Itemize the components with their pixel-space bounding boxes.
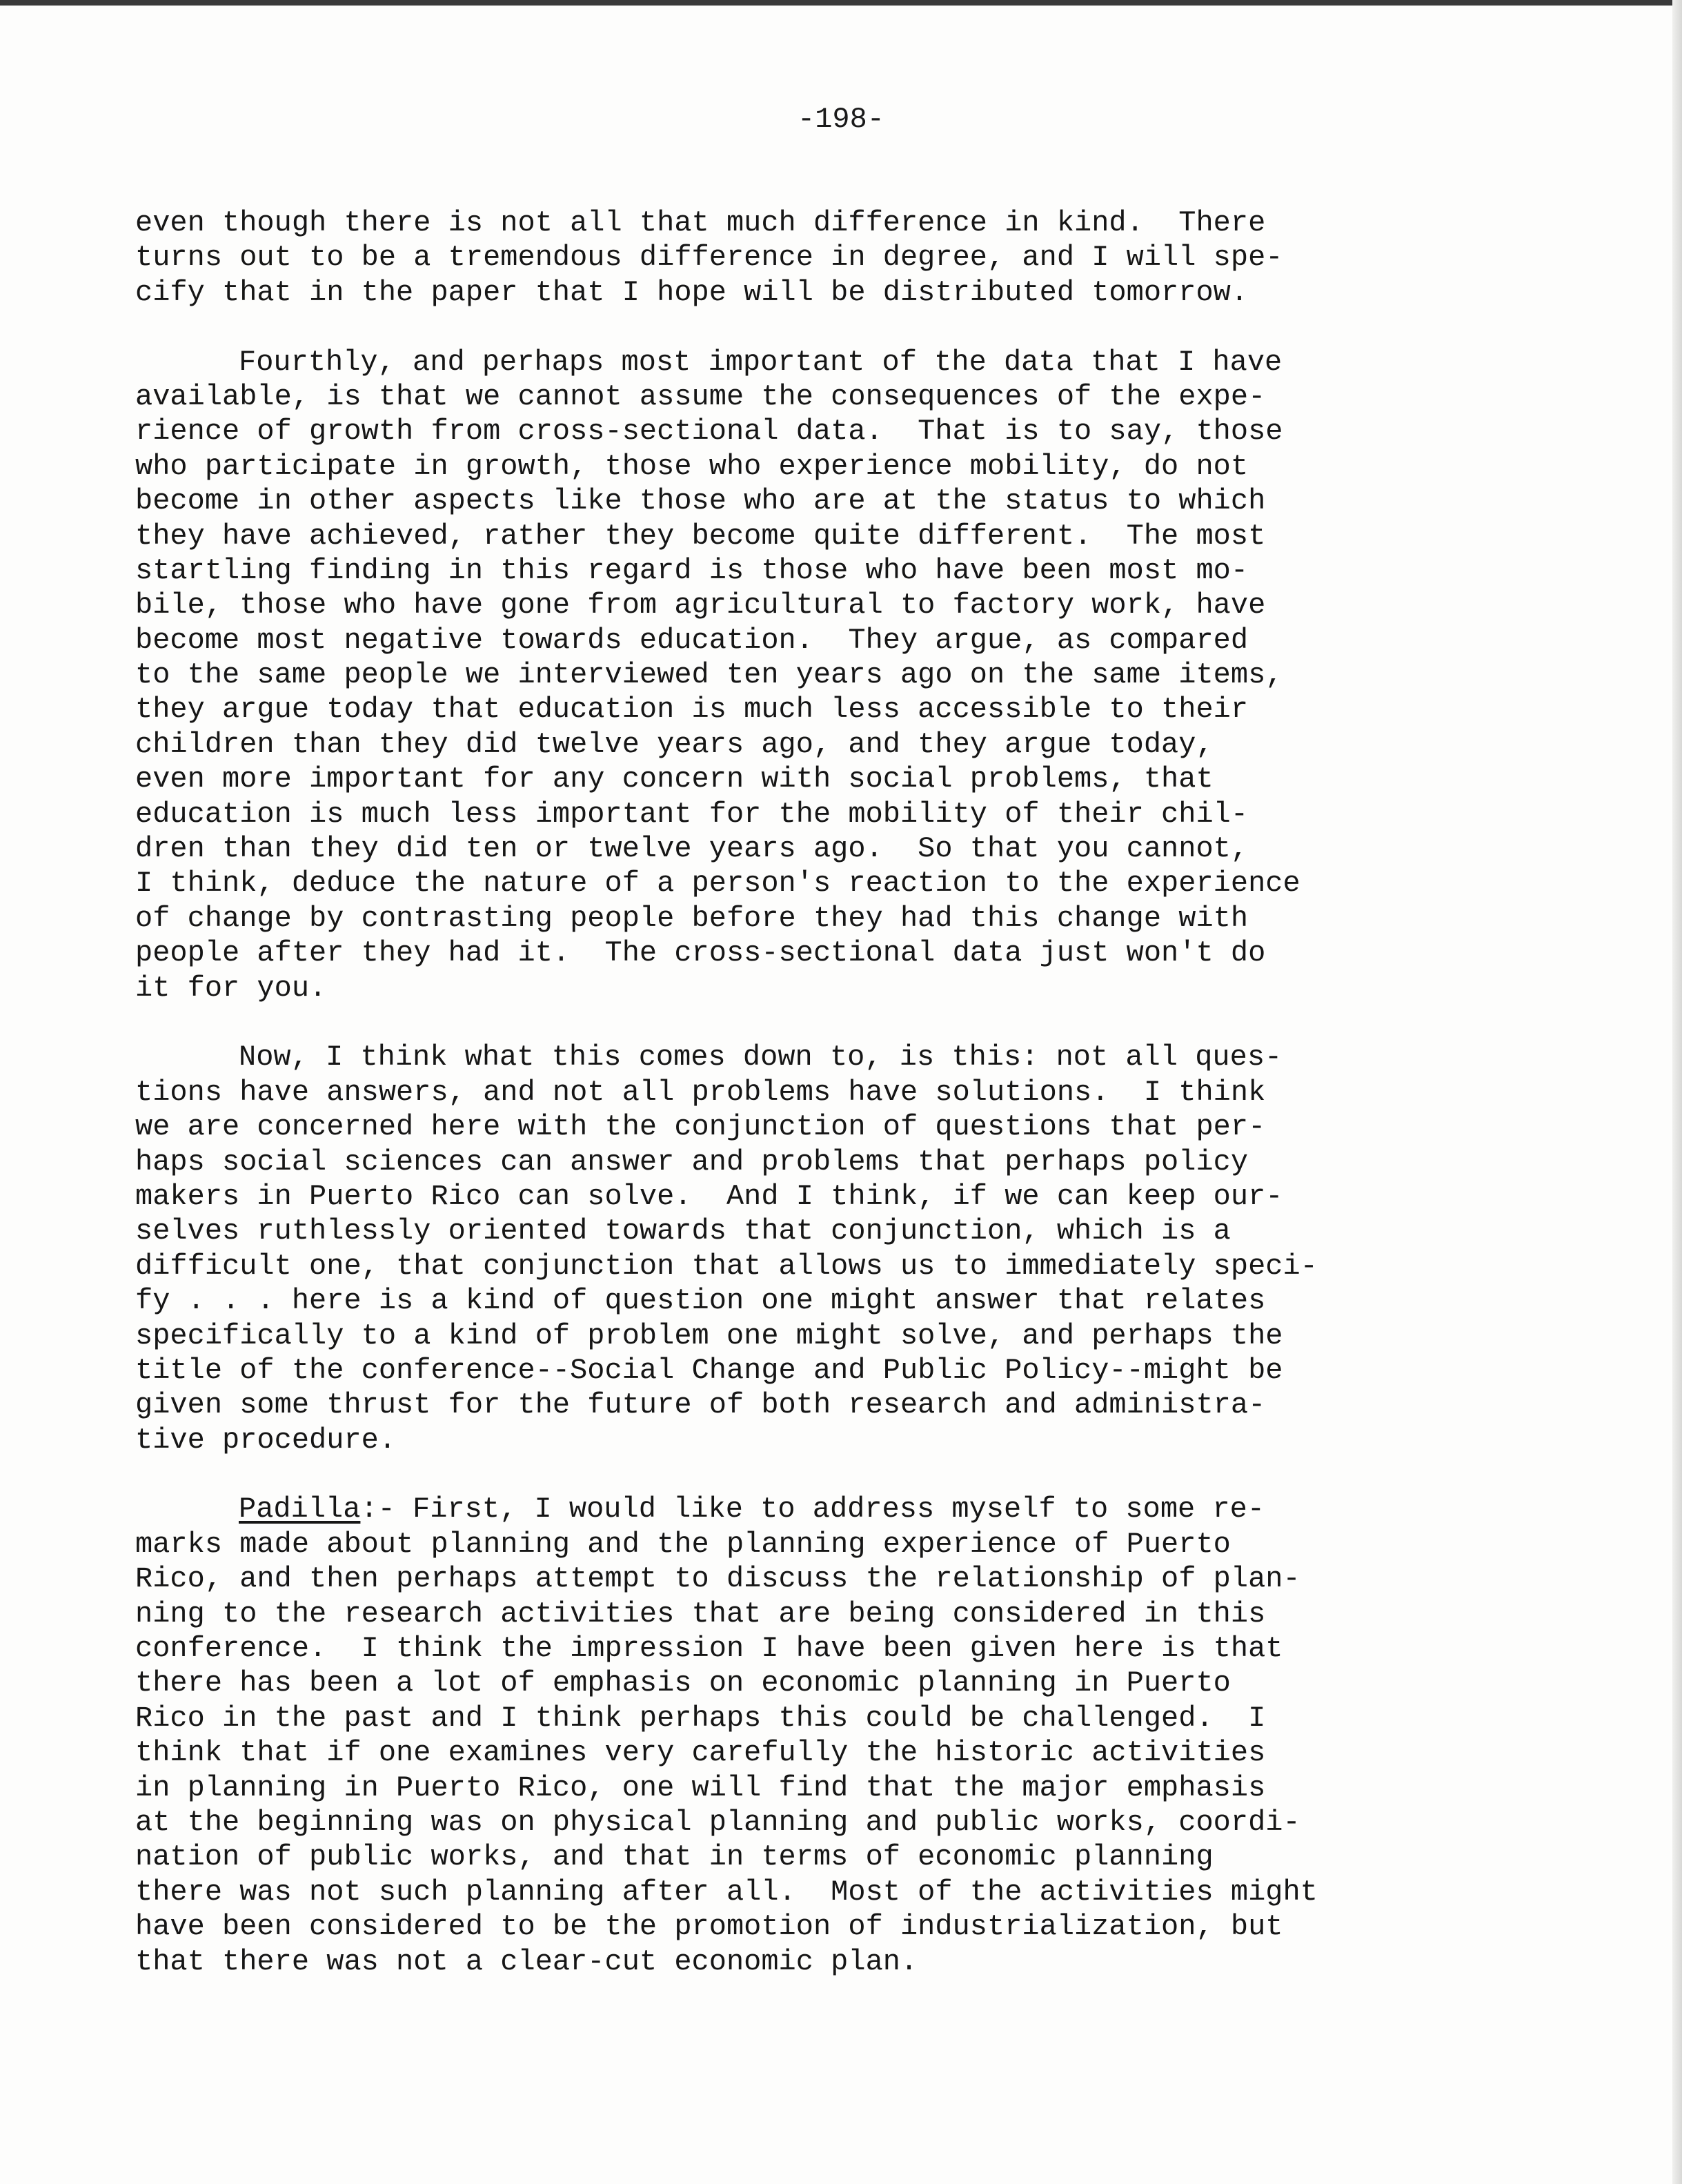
text-line: available, is that we cannot assume the consequences of the expe- [135, 380, 1266, 413]
text-line: even more important for any concern with social problems, that [135, 763, 1214, 796]
text-line: at the beginning was on physical planning and public works, coordi- [135, 1805, 1300, 1839]
text-line: there was not such planning after all. Most of the activities might [135, 1875, 1318, 1909]
text-line: rience of growth from cross-sectional data. That is to say, those [135, 415, 1283, 449]
page-right-edge [1672, 0, 1682, 2184]
text-line: dren than they did ten or twelve years ago. So that you cannot, [135, 832, 1249, 866]
text-line: ning to the research activities that are being considered in this [135, 1597, 1266, 1631]
text-line: that there was not a clear-cut economic plan. [135, 1945, 918, 1978]
text-line: Fourthly, and perhaps most important of the data that I have [239, 345, 1283, 379]
page-number: -198- [797, 103, 885, 136]
text-line: to the same people we interviewed ten years ago on the same items, [135, 658, 1283, 692]
text-line: Rico, and then perhaps attempt to discuss the relationship of plan- [135, 1562, 1300, 1596]
text-line: startling finding in this regard is those who have been most mo- [135, 553, 1249, 587]
text-line: cify that in the paper that I hope will be distributed tomorrow. [135, 275, 1249, 309]
text-line: become most negative towards education. They argue, as compared [135, 623, 1249, 657]
text-line: given some thrust for the future of both research and administra- [135, 1388, 1266, 1422]
text-line: even though there is not all that much difference in kind. There [135, 206, 1266, 239]
text-line: education is much less important for the mobility of their chil- [135, 797, 1249, 831]
text-line: Now, I think what this comes down to, is this: not all ques- [239, 1041, 1283, 1074]
text-line: people after they had it. The cross-sectional data just won't do [135, 936, 1266, 970]
text-line: makers in Puerto Rico can solve. And I think, if we can keep our- [135, 1179, 1283, 1213]
text-line: difficult one, that conjunction that allows us to immediately speci- [135, 1249, 1318, 1283]
text-line: haps social sciences can answer and problems that perhaps policy [135, 1145, 1249, 1179]
text-line: have been considered to be the promotion of industrialization, but [135, 1910, 1283, 1944]
speaker-name: Padilla [239, 1493, 361, 1526]
text-line: become in other aspects like those who are at the status to which [135, 484, 1266, 518]
text-line: children than they did twelve years ago, and they argue today, [135, 727, 1214, 761]
text-line: turns out to be a tremendous difference in degree, and I will spe- [135, 241, 1283, 275]
text-line: Rico in the past and I think perhaps this could be challenged. I [135, 1701, 1266, 1735]
top-edge-rule [0, 0, 1682, 6]
paragraph-1 [135, 206, 1570, 310]
text-line: bile, those who have gone from agricultural to factory work, have [135, 589, 1266, 622]
body-text [135, 206, 1570, 2014]
text-line: we are concerned here with the conjunction of questions that per- [135, 1110, 1266, 1144]
text-line: there has been a lot of emphasis on economic planning in Puerto [135, 1666, 1231, 1700]
text-line: tive procedure. [135, 1423, 397, 1457]
speaker-line-text: :- First, I would like to address myself to some re- [360, 1493, 1265, 1526]
text-line: nation of public works, and that in terms of economic planning [135, 1840, 1214, 1874]
text-line: in planning in Puerto Rico, one will find that the major emphasis [135, 1771, 1266, 1804]
text-line: title of the conference--Social Change and Public Policy--might be [135, 1353, 1283, 1387]
text-line: selves ruthlessly oriented towards that conjunction, which is a [135, 1214, 1231, 1248]
paragraph-2 [135, 345, 1570, 1005]
text-line: think that if one examines very carefully the historic activities [135, 1736, 1266, 1770]
text-line [135, 1492, 1570, 1526]
text-line: they argue today that education is much less accessible to their [135, 693, 1249, 727]
text-line: it for you. [135, 971, 327, 1005]
text-line: conference. I think the impression I have been given here is that [135, 1632, 1283, 1666]
text-line: fy . . . here is a kind of question one might answer that relates [135, 1284, 1266, 1318]
text-line: specifically to a kind of problem one might solve, and perhaps the [135, 1319, 1283, 1352]
text-line: marks made about planning and the planning experience of Puerto [135, 1527, 1231, 1561]
paragraph-4 [135, 1492, 1570, 1978]
text-line: I think, deduce the nature of a person's reaction to the experience [135, 867, 1300, 901]
text-line: of change by contrasting people before they had this change with [135, 901, 1249, 935]
text-line: they have achieved, rather they become quite different. The most [135, 519, 1266, 553]
paragraph-3 [135, 1040, 1570, 1457]
text-line: who participate in growth, those who experience mobility, do not [135, 449, 1249, 483]
text-line: tions have answers, and not all problems have solutions. I think [135, 1075, 1266, 1109]
